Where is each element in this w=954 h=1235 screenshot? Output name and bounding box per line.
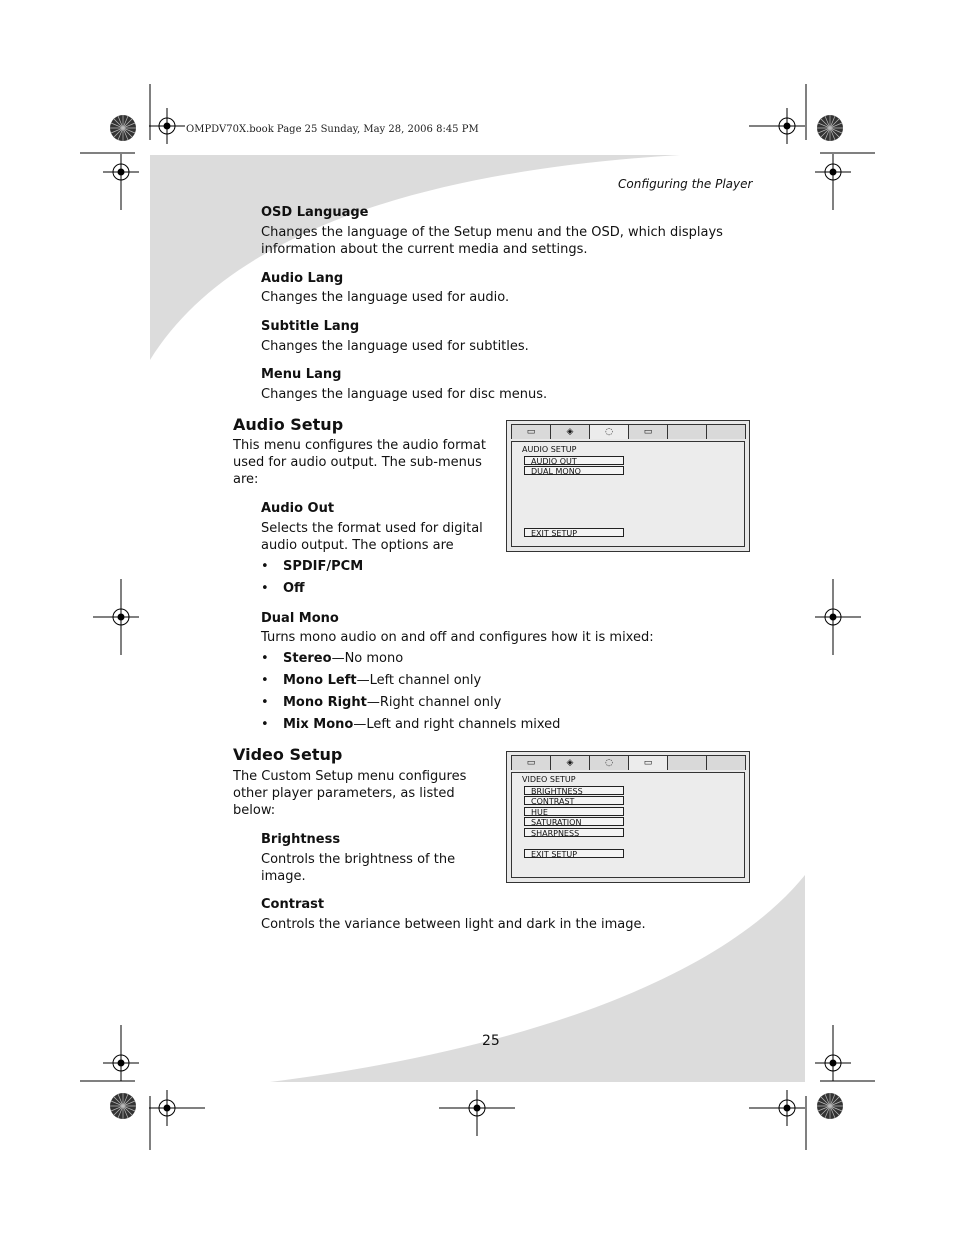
bullet-icon: • (261, 717, 269, 732)
registration-mark-icon (439, 1090, 515, 1136)
list-item (261, 695, 502, 710)
video-setup-intro: The Custom Setup menu configures other player parameters, as listed below: (233, 769, 467, 818)
bottom-swoosh (270, 875, 805, 1082)
menu-panel (511, 441, 745, 547)
option-desc: —Left and right channels mixed (353, 717, 561, 732)
registration-mark-icon (103, 1025, 139, 1081)
slug-line: OMPDV70X.book Page 25 Sunday, May 28, 2006 8:45 PM (186, 124, 479, 135)
registration-mark-icon (93, 579, 139, 655)
subtitle-lang-title: Subtitle Lang (261, 319, 360, 334)
starburst-target-icon (110, 1093, 136, 1119)
video-setup-heading: Video Setup (233, 745, 343, 764)
bullet-icon: • (261, 559, 269, 574)
registration-mark-icon (815, 154, 851, 210)
registration-mark-icon (149, 108, 185, 144)
option-label: Mix Mono (283, 717, 354, 732)
menu-title: VIDEO SETUP (522, 775, 576, 784)
osd-tab-icon: ▭ (511, 424, 551, 439)
option-label: Mono Left (283, 673, 357, 688)
bullet-icon: • (261, 673, 269, 688)
option-label: Stereo (283, 651, 332, 666)
osd-tab-icon: ◈ (550, 424, 590, 439)
menu-lang-title: Menu Lang (261, 367, 342, 382)
osd-tab-icon (706, 424, 746, 439)
audio-setup-intro: This menu configures the audio format used for audio output. The sub-menus are: (233, 438, 486, 487)
bullet-icon: • (261, 651, 269, 666)
list-item (261, 673, 482, 688)
osd-tab-icon (706, 755, 746, 770)
audio-lang-text: Changes the language used for audio. (261, 290, 510, 305)
option-desc: —No mono (331, 651, 404, 666)
osd-tab-icon: ◈ (550, 755, 590, 770)
audio-setup-heading: Audio Setup (233, 415, 344, 434)
option-label: SPDIF/PCM (283, 559, 364, 574)
contrast-text: Controls the variance between light and dark in the image. (261, 917, 646, 932)
menu-item: CONTRAST (524, 796, 624, 805)
starburst-target-icon (817, 1093, 843, 1119)
list-item (261, 717, 561, 732)
osd-language-text: Changes the language of the Setup menu and the OSD, which displays information about the current media and settings. (261, 225, 723, 257)
option-desc: —Right channel only (366, 695, 502, 710)
dual-mono-text: Turns mono audio on and off and configures how it is mixed: (261, 630, 654, 645)
option-entry (283, 651, 403, 666)
list-item (261, 651, 404, 666)
menu-item: SHARPNESS (524, 828, 624, 837)
option-desc: —Left channel only (356, 673, 482, 688)
osd-tab-icon: ▭ (628, 424, 668, 439)
registration-mark-icon (815, 579, 861, 655)
option-label: Mono Right (283, 695, 367, 710)
registration-mark-icon (103, 154, 139, 210)
starburst-target-icon (110, 115, 136, 141)
osd-tab-icon: ▭ (628, 755, 668, 770)
menu-lang-text: Changes the language used for disc menus. (261, 387, 548, 402)
registration-mark-icon (149, 1090, 205, 1126)
list-item (261, 559, 364, 574)
menu-tabs (511, 424, 745, 439)
option-entry (283, 717, 560, 732)
audio-setup-menu-screenshot (506, 420, 750, 552)
audio-lang-title: Audio Lang (261, 271, 344, 286)
registration-mark-icon (749, 108, 805, 144)
osd-tab-icon (667, 755, 707, 770)
osd-tab-icon (667, 424, 707, 439)
osd-tab-icon: ▭ (511, 755, 551, 770)
list-item (261, 581, 305, 596)
brightness-title: Brightness (261, 832, 341, 847)
bullet-icon: • (261, 581, 269, 596)
audio-out-title: Audio Out (261, 501, 335, 516)
menu-title: AUDIO SETUP (522, 445, 577, 454)
dual-mono-title: Dual Mono (261, 611, 339, 626)
menu-panel (511, 772, 745, 878)
menu-item: DUAL MONO (524, 466, 624, 475)
option-label: Off (283, 581, 305, 596)
brightness-text: Controls the brightness of the image. (261, 852, 456, 884)
bullet-icon: • (261, 695, 269, 710)
registration-mark-icon (749, 1090, 805, 1126)
menu-exit-item: EXIT SETUP (524, 528, 624, 537)
option-entry (283, 695, 501, 710)
osd-tab-icon: ◌ (589, 755, 629, 770)
osd-tab-icon: ◌ (589, 424, 629, 439)
menu-item: HUE (524, 807, 624, 816)
registration-mark-icon (815, 1025, 851, 1081)
menu-tabs (511, 755, 745, 770)
option-entry (283, 673, 481, 688)
running-head: Configuring the Player (618, 177, 753, 191)
contrast-title: Contrast (261, 897, 325, 912)
subtitle-lang-text: Changes the language used for subtitles. (261, 339, 529, 354)
osd-language-title: OSD Language (261, 205, 369, 220)
menu-item: BRIGHTNESS (524, 786, 624, 795)
starburst-target-icon (817, 115, 843, 141)
menu-exit-item: EXIT SETUP (524, 849, 624, 858)
audio-out-text: Selects the format used for digital audio output. The options are (261, 521, 483, 553)
menu-item: AUDIO OUT (524, 456, 624, 465)
menu-item: SATURATION (524, 817, 624, 826)
video-setup-menu-screenshot (506, 751, 750, 883)
page-number: 25 (482, 1033, 500, 1049)
